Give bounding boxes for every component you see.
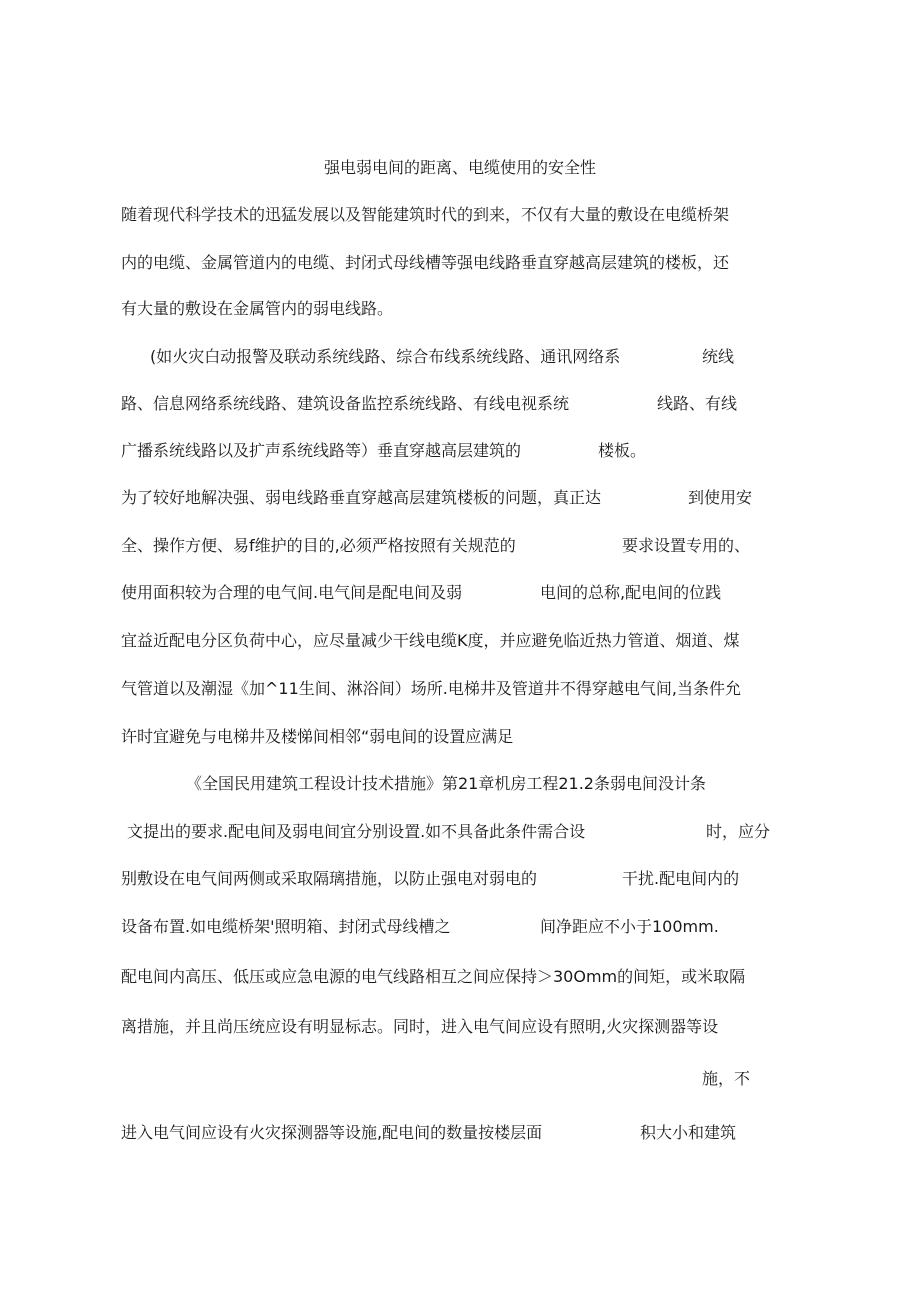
document-title: 强电弱电间的距离、电缆使用的安全性: [323, 158, 596, 177]
line-text: 内的电缆、金属管道内的电缆、封闭式母线槽等强电线路垂直穿越高层建筑的楼板，还: [121, 253, 730, 272]
line-text: (如火灾白动报警及联动系统线路、综合布线系统线路、通讯网络系: [150, 347, 621, 366]
line-text: 进入电气间应设有火灾探测器等设施,配电间的数量按楼层面: [121, 1123, 543, 1142]
line-text: 宜益近配电分区负荷中心，应尽量减少干线电缆K度，并应避免临近热力管道、烟道、煤: [121, 631, 740, 650]
line-text: 气管道以及潮湿《加^11生间、淋浴间）场所.电梯井及管道井不得穿越电气间,当条件允: [121, 679, 741, 698]
line-text: 到使用安: [688, 488, 753, 507]
line-text: 全、操作方便、易f维护的目的,必须严格按照有关规范的: [121, 536, 516, 555]
line-text: 广播系统线路以及扩声系统线路等）垂直穿越高层建筑的: [121, 441, 522, 460]
line-text: 离措施，并且尚压统应设有明显标志。同时，进入电气间应设有照明,火灾探测器等设: [121, 1017, 719, 1036]
line-text: 设备布置.如电缆桥架'照明箱、封闭式母线槽之: [121, 917, 451, 936]
line-text: 路、信息网络系统线路、建筑设备监控系统线路、有线电视系统: [121, 394, 570, 413]
line-text: 《全国民用建筑工程设计技术措施》第21章机房工程21.2条弱电间没计条: [186, 774, 706, 793]
line-text: 施，不: [702, 1069, 751, 1088]
line-text: 楼板。: [598, 441, 647, 460]
line-text: 统线: [702, 347, 735, 366]
line-text: 许时宜避免与电梯井及楼悌间相邻“弱电间的设置应满足: [121, 727, 514, 746]
line-text: 文提出的要求.配电间及弱电间宜分别设置.如不具备此条件需合设: [127, 822, 586, 841]
line-text: 有大量的敷设在金属管内的弱电线路。: [121, 299, 394, 318]
line-text: 为了较好地解决强、弱电线路垂直穿越高层建筑楼板的问题，真正达: [121, 488, 602, 507]
line-text: 使用面积较为合理的电气间.电气间是配电间及弱: [121, 583, 463, 602]
line-text: 随着现代科学技术的迅猛发展以及智能建筑时代的到来，不仅有大量的敷设在电缆桥架: [121, 205, 730, 224]
line-text: 线路、有线: [657, 394, 738, 413]
line-text: 时，应分: [706, 822, 771, 841]
line-text: 别敷设在电气间两侧或采取隔璃措施，以防止强电对弱电的: [121, 869, 538, 888]
line-text: 要求设置专用的、: [622, 536, 751, 555]
line-text: 干扰.配电间内的: [622, 869, 740, 888]
line-text: 积大小和建筑: [640, 1123, 737, 1142]
line-text: 间净距应不小于100mm.: [540, 917, 719, 936]
line-text: 配电间内高压、低压或应急电源的电气线路相互之间应保持＞30Omm的间矩，或米取隔: [121, 967, 746, 986]
line-text: 电间的总称,配电间的位践: [540, 583, 722, 602]
